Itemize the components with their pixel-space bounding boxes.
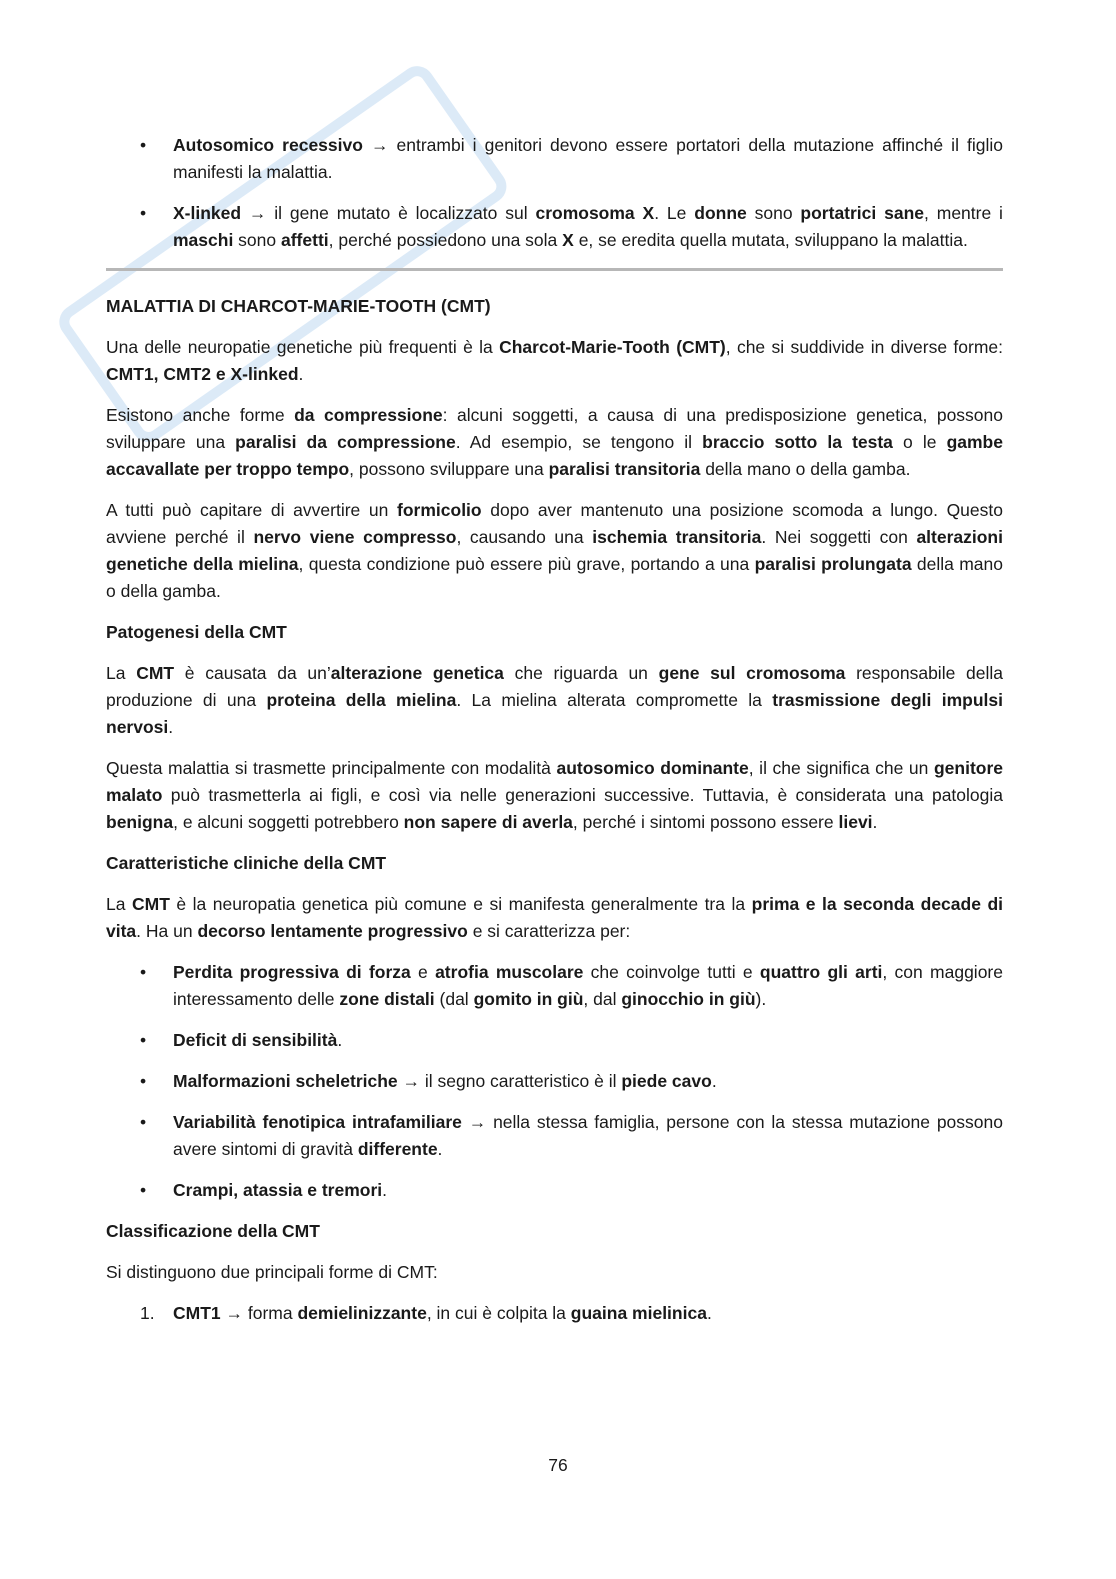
bullet-icon: • — [140, 1112, 147, 1132]
page-number: 76 — [548, 1455, 568, 1475]
list-item: • Crampi, atassia e tremori. — [106, 1177, 1003, 1204]
classification-list — [106, 1300, 1003, 1327]
list-number: 1. — [140, 1303, 155, 1323]
inheritance-paragraph: Questa malattia si trasmette principalmente con modalità autosomico dominante, il che significa che un genitore malato può trasmetterla ai figli, e così via nelle generazioni successive. Tuttavia, è considerata una patologia benigna, e alcuni soggetti potrebbero non sapere di averla, perché i sintomi possono essere lievi. — [106, 758, 1004, 832]
list-item: • Perdita progressiva di forza e atrofia muscolare che coinvolge tutti e quattro gli arti, con maggiore interessamento delle zone distali (dal gomito in giù, dal ginocchio in giù). — [106, 959, 1003, 1013]
classification-intro: Si distinguono due principali forme di CMT: — [106, 1262, 438, 1282]
inheritance-list — [106, 132, 1003, 254]
bullet-icon: • — [140, 1180, 147, 1200]
section-divider — [106, 268, 1003, 271]
page-content — [106, 132, 1003, 1341]
subsection-title: Caratteristiche cliniche della CMT — [106, 853, 387, 873]
compression-paragraph: Esistono anche forme da compressione: alcuni soggetti, a causa di una predisposizione genetica, possono sviluppare una paralisi da compressione. Ad esempio, se tengono il braccio sotto la testa o le gambe accavallate per troppo tempo, possono sviluppare una paralisi transitoria della mano o della gamba. — [106, 405, 1003, 479]
intro-paragraph: Una delle neuropatie genetiche più frequenti è la Charcot-Marie-Tooth (CMT), che si suddivide in diverse forme: CMT1, CMT2 e X-linked. — [106, 337, 1003, 384]
section-title: MALATTIA DI CHARCOT-MARIE-TOOTH (CMT) — [106, 296, 491, 316]
list-item: 1. CMT1 → forma demielinizzante, in cui è colpita la guaina mielinica. — [106, 1300, 1003, 1327]
list-item: • Autosomico recessivo → entrambi i genitori devono essere portatori della mutazione affinché il figlio manifesti la malattia. — [106, 132, 1003, 186]
clinical-paragraph: La CMT è la neuropatia genetica più comune e si manifesta generalmente tra la prima e la seconda decade di vita. Ha un decorso lentamente progressivo e si caratterizza per: — [106, 894, 1004, 941]
bullet-icon: • — [140, 962, 147, 982]
subsection-title: Classificazione della CMT — [106, 1221, 320, 1241]
bullet-icon: • — [140, 1071, 147, 1091]
list-item: • Deficit di sensibilità. — [106, 1027, 1003, 1054]
pathogenesis-paragraph: La CMT è causata da un’alterazione genetica che riguarda un gene sul cromosoma responsabile della produzione di una proteina della mielina. La mielina alterata compromette la trasmissione degli impulsi nervosi. — [106, 663, 1003, 737]
bullet-icon: • — [140, 1030, 147, 1050]
tingling-paragraph: A tutti può capitare di avvertire un formicolio dopo aver mantenuto una posizione scomoda a lungo. Questo avviene perché il nervo viene compresso, causando una ischemia transitoria. Nei soggetti con alterazioni genetiche della mielina, questa condizione può essere più grave, portando a una paralisi prolungata della mano o della gamba. — [106, 500, 1003, 601]
list-item: • Variabilità fenotipica intrafamiliare → nella stessa famiglia, persone con la stessa mutazione possono avere sintomi di gravità differente. — [106, 1109, 1003, 1163]
bullet-icon: • — [140, 135, 147, 155]
bullet-icon: • — [140, 203, 147, 223]
subsection-title: Patogenesi della CMT — [106, 622, 287, 642]
list-item: • X-linked → il gene mutato è localizzato sul cromosoma X. Le donne sono portatrici sane, mentre i maschi sono affetti, perché possiedono una sola X e, se eredita quella mutata, sviluppano la malattia. — [106, 200, 1003, 254]
clinical-list — [106, 959, 1003, 1204]
list-item: • Malformazioni scheletriche → il segno caratteristico è il piede cavo. — [106, 1068, 1003, 1095]
